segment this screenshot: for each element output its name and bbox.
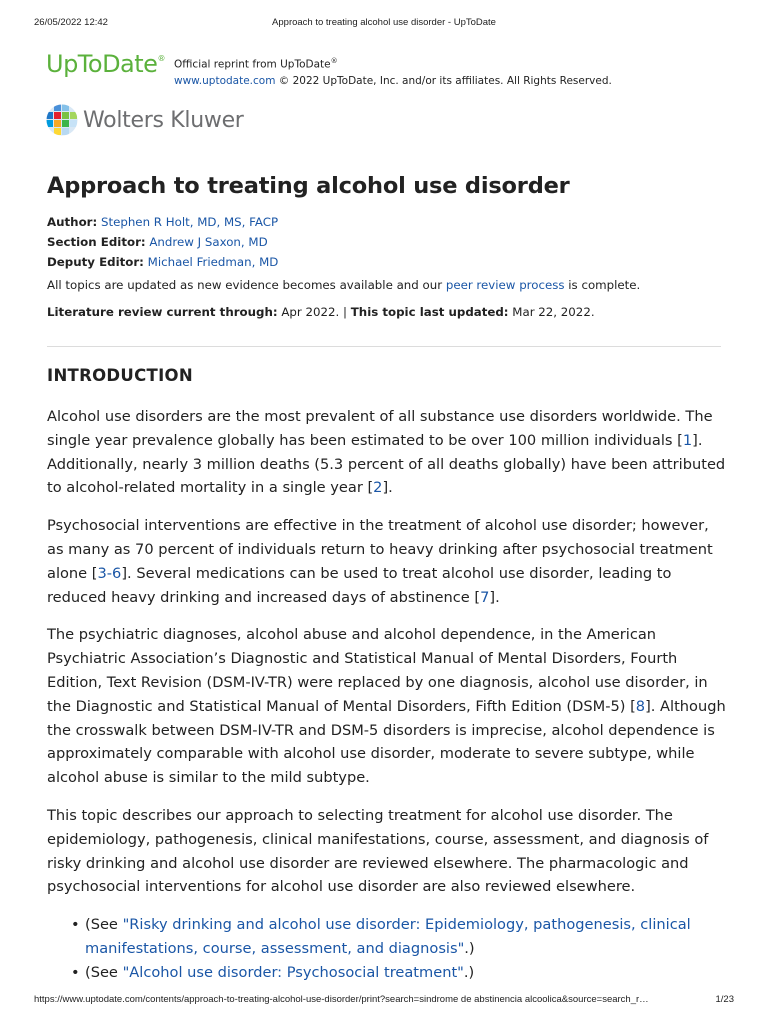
paragraph-text: ]. Additionally, nearly 3 million deaths (5.3 percent of all deaths globally) have been attributed to alcohol-related mortality in a single year [ <box>47 431 726 497</box>
reference-link[interactable]: 8 <box>635 697 646 715</box>
see-also-list <box>47 913 727 984</box>
reference-link[interactable]: 7 <box>480 588 490 606</box>
paragraph: This topic describes our approach to selecting treatment for alcohol use disorder. The epidemiology, pathogenesis, clinical manifestations, course, assessment, and diagnosis of risky drinking and alcohol use disorder are reviewed elsewhere. The pharmacologic and psychosocial interventions for alcohol use disorder are also reviewed elsewhere. <box>47 806 709 896</box>
reference-link[interactable]: 1 <box>682 431 693 449</box>
reprint-line: Official reprint from UpToDate <box>174 58 331 71</box>
deputy-editor-link[interactable]: Michael Friedman, MD <box>147 255 279 269</box>
update-note-before: All topics are updated as new evidence becomes available and our <box>47 278 446 292</box>
article-body <box>47 405 727 985</box>
wolters-kluwer-emblem-icon <box>45 103 79 137</box>
see-suffix: .) <box>463 963 475 981</box>
copyright-text: © 2022 UpToDate, Inc. and/or its affiliates. All Rights Reserved. <box>275 74 612 87</box>
lit-review-label: Literature review current through: <box>47 305 278 319</box>
update-note-after: is complete. <box>564 278 641 292</box>
reference-link[interactable]: 3-6 <box>97 564 122 582</box>
section-editor-link[interactable]: Andrew J Saxon, MD <box>149 235 268 249</box>
list-item <box>85 961 727 985</box>
print-doc-title: Approach to treating alcohol use disorder - UpToDate <box>272 17 496 28</box>
reference-link[interactable]: 2 <box>373 479 383 497</box>
paragraph-text: Psychosocial interventions are effective in the treatment of alcohol use disorder; however, as many as 70 percent of individuals return to heavy drinking after psychosocial treatment alone [ <box>47 517 713 582</box>
see-suffix: .) <box>464 939 475 957</box>
author-label: Author: <box>47 215 98 229</box>
lit-review-value: Apr 2022. | <box>277 305 351 319</box>
section-editor-label: Section Editor: <box>47 235 146 249</box>
page-number: 1/23 <box>715 994 734 1005</box>
update-note <box>47 278 640 292</box>
wolters-kluwer-wordmark: Wolters Kluwer <box>83 107 244 133</box>
paragraph <box>47 514 727 609</box>
divider <box>47 346 721 347</box>
deputy-editor-row <box>47 252 278 272</box>
paragraph <box>47 405 727 500</box>
last-updated-value: Mar 22, 2022. <box>508 305 595 319</box>
reprint-mark: ® <box>330 57 338 65</box>
paragraph-text: ]. Although the crosswalk between DSM-IV-TR and DSM-5 disorders is imprecise, alcohol dependence is approximately comparable with alcohol use disorder, moderate to severe subtype, while alcohol abuse is similar to the mild subtype. <box>47 697 726 787</box>
print-datetime: 26/05/2022 12:42 <box>34 17 108 28</box>
review-dates <box>47 305 595 319</box>
last-updated-label: This topic last updated: <box>350 305 509 319</box>
see-prefix: (See <box>85 916 123 934</box>
paragraph-text: ]. Several medications can be used to treat alcohol use disorder, leading to reduced heavy drinking and increased days of abstinence [ <box>47 564 672 606</box>
section-heading: INTRODUCTION <box>47 366 193 385</box>
see-prefix: (See <box>85 963 123 981</box>
print-url: https://www.uptodate.com/contents/approach-to-treating-alcohol-use-disorder/print?search=sindrome de abstinencia alcoolica&source=search_r… <box>34 994 649 1005</box>
uptodate-logo-text: UpToDate <box>46 50 158 78</box>
paragraph-text: The psychiatric diagnoses, alcohol abuse and alcohol dependence, in the American Psychiatric Association’s Diagnostic and Statistical Manual of Mental Disorders, Fourth Edition, Text Revision (DSM-IV-TR) were replaced by one diagnosis, alcohol use disorder, in the Diagnostic and Statistical Manual of Mental Disorders, Fifth Edition (DSM-5) [ <box>47 626 708 715</box>
author-block <box>47 212 278 272</box>
paragraph-text: Alcohol use disorders are the most prevalent of all substance use disorders worldwide. The single year prevalence globally has been estimated to be over 100 million individuals [ <box>47 408 713 449</box>
topic-link[interactable]: "Risky drinking and alcohol use disorder: Epidemiology, pathogenesis, clinical manifestations, course, assessment, and diagnosis" <box>85 916 691 957</box>
reprint-info <box>174 53 612 89</box>
uptodate-logo-mark: ® <box>157 54 165 63</box>
author-link[interactable]: Stephen R Holt, MD, MS, FACP <box>100 215 279 229</box>
peer-review-link[interactable]: peer review process <box>445 278 565 292</box>
wolters-kluwer-logo[interactable] <box>45 103 244 137</box>
uptodate-logo[interactable] <box>46 50 165 78</box>
paragraph-text: ]. <box>489 588 500 606</box>
paragraph-text: ]. <box>382 479 393 497</box>
section-editor-row <box>47 232 278 252</box>
paragraph <box>47 623 727 790</box>
list-item <box>85 913 727 961</box>
author-row <box>47 212 278 232</box>
page-title: Approach to treating alcohol use disorder <box>47 173 570 199</box>
deputy-editor-label: Deputy Editor: <box>47 255 144 269</box>
topic-link[interactable]: "Alcohol use disorder: Psychosocial treatment" <box>122 963 464 981</box>
uptodate-site-link[interactable]: www.uptodate.com <box>174 74 276 87</box>
